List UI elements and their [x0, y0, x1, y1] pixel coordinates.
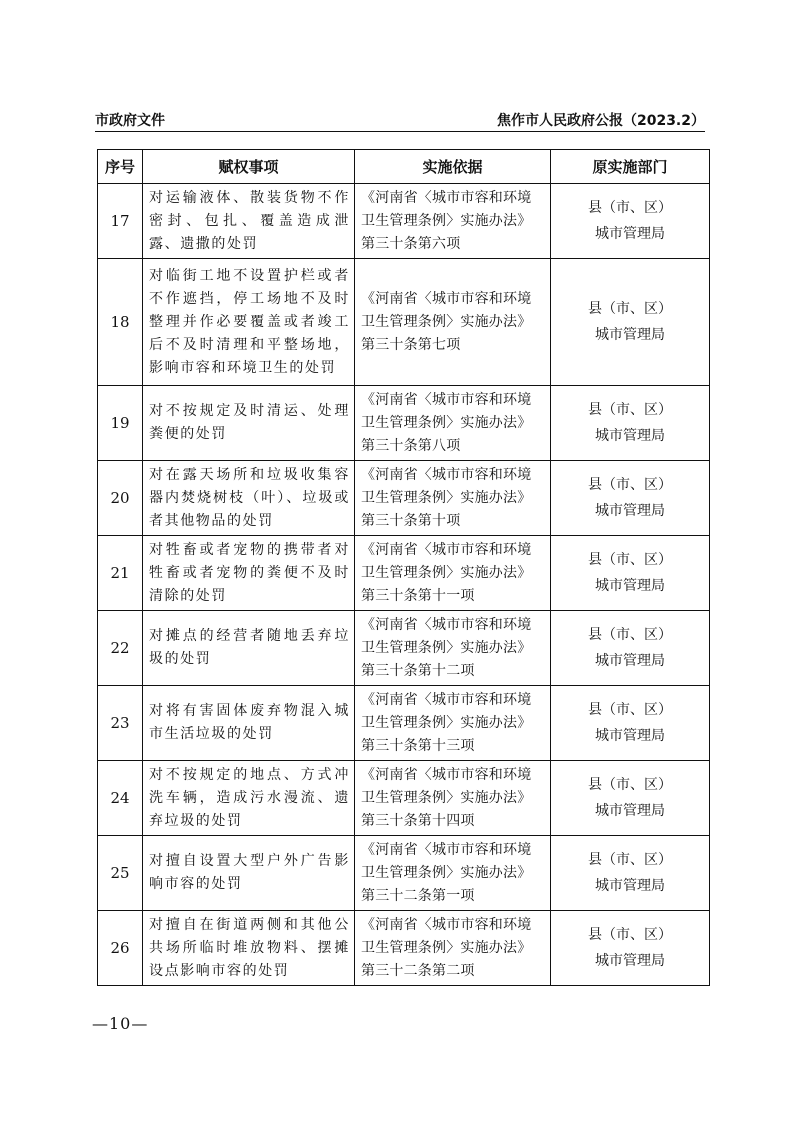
department-line: 县（市、区）	[588, 301, 672, 317]
original-department	[551, 536, 710, 611]
original-department	[551, 386, 710, 461]
original-department	[551, 461, 710, 536]
department-line: 县（市、区）	[588, 927, 672, 943]
row-number: 26	[98, 911, 143, 986]
row-number: 24	[98, 761, 143, 836]
original-department	[551, 611, 710, 686]
column-header-number: 序号	[98, 150, 143, 184]
legal-basis-line: 《河南省〈城市市容和环境	[361, 466, 532, 483]
legal-basis-line: 卫生管理条例〉实施办法》	[361, 564, 532, 581]
original-department	[551, 836, 710, 911]
legal-basis	[355, 386, 551, 461]
original-department	[551, 761, 710, 836]
legal-basis	[355, 184, 551, 259]
department-line: 城市管理局	[595, 653, 665, 669]
empowerment-item: 对不按规定的地点、方式冲洗车辆，造成污水漫流、遗弃垃圾的处罚	[143, 761, 355, 836]
department-line: 县（市、区）	[588, 852, 672, 868]
legal-basis	[355, 536, 551, 611]
legal-basis-line: 《河南省〈城市市容和环境	[361, 691, 532, 708]
legal-basis-line: 第三十条第十二项	[361, 662, 475, 679]
running-header	[95, 106, 705, 130]
legal-basis-line: 《河南省〈城市市容和环境	[361, 290, 532, 307]
empowerment-item: 对运输液体、散装货物不作密封、包扎、覆盖造成泄露、遗撒的处罚	[143, 184, 355, 259]
legal-basis	[355, 836, 551, 911]
row-number: 23	[98, 686, 143, 761]
row-number: 18	[98, 259, 143, 386]
legal-basis-line: 卫生管理条例〉实施办法》	[361, 639, 532, 656]
empowerment-item: 对擅自设置大型户外广告影响市容的处罚	[143, 836, 355, 911]
department-line: 县（市、区）	[588, 200, 672, 216]
legal-basis-line: 卫生管理条例〉实施办法》	[361, 714, 532, 731]
table-row	[98, 386, 710, 461]
department-line: 城市管理局	[595, 503, 665, 519]
department-line: 城市管理局	[595, 728, 665, 744]
legal-basis-line: 第三十条第十项	[361, 512, 461, 529]
table-row	[98, 184, 710, 259]
header-section-title: 市政府文件	[95, 113, 165, 129]
original-department	[551, 259, 710, 386]
empowerment-item: 对临街工地不设置护栏或者不作遮挡，停工场地不及时整理并作必要覆盖或者竣工后不及时清理和平整场地，影响市容和环境卫生的处罚	[143, 259, 355, 386]
department-line: 城市管理局	[595, 428, 665, 444]
legal-basis-line: 卫生管理条例〉实施办法》	[361, 789, 532, 806]
empowerment-table	[97, 149, 710, 986]
legal-basis-line: 《河南省〈城市市容和环境	[361, 766, 532, 783]
department-line: 城市管理局	[595, 953, 665, 969]
column-header-basis: 实施依据	[355, 150, 551, 184]
legal-basis	[355, 461, 551, 536]
row-number: 19	[98, 386, 143, 461]
department-line: 县（市、区）	[588, 777, 672, 793]
legal-basis-line: 卫生管理条例〉实施办法》	[361, 489, 532, 506]
empowerment-item: 对擅自在街道两侧和其他公共场所临时堆放物料、摆摊设点影响市容的处罚	[143, 911, 355, 986]
legal-basis-line: 《河南省〈城市市容和环境	[361, 391, 532, 408]
column-header-department: 原实施部门	[551, 150, 710, 184]
legal-basis-line: 第三十条第六项	[361, 235, 461, 252]
table-row	[98, 761, 710, 836]
row-number: 21	[98, 536, 143, 611]
department-line: 县（市、区）	[588, 552, 672, 568]
legal-basis-line: 第三十条第十一项	[361, 587, 475, 604]
legal-basis-line: 《河南省〈城市市容和环境	[361, 541, 532, 558]
empowerment-item: 对不按规定及时清运、处理粪便的处罚	[143, 386, 355, 461]
table-row	[98, 686, 710, 761]
original-department	[551, 184, 710, 259]
legal-basis	[355, 686, 551, 761]
row-number: 20	[98, 461, 143, 536]
empowerment-item: 对牲畜或者宠物的携带者对牲畜或者宠物的粪便不及时清除的处罚	[143, 536, 355, 611]
legal-basis	[355, 911, 551, 986]
department-line: 城市管理局	[595, 803, 665, 819]
legal-basis-line: 《河南省〈城市市容和环境	[361, 841, 532, 858]
legal-basis-line: 第三十条第十三项	[361, 737, 475, 754]
original-department	[551, 911, 710, 986]
department-line: 城市管理局	[595, 226, 665, 242]
empowerment-item: 对摊点的经营者随地丢弃垃圾的处罚	[143, 611, 355, 686]
table-row	[98, 461, 710, 536]
table-row	[98, 911, 710, 986]
column-header-item: 赋权事项	[143, 150, 355, 184]
department-line: 城市管理局	[595, 327, 665, 343]
legal-basis-line: 第三十二条第二项	[361, 962, 475, 979]
legal-basis-line: 《河南省〈城市市容和环境	[361, 916, 532, 933]
table-row	[98, 836, 710, 911]
legal-basis-line: 第三十二条第一项	[361, 887, 475, 904]
legal-basis-line: 卫生管理条例〉实施办法》	[361, 864, 532, 881]
legal-basis-line: 卫生管理条例〉实施办法》	[361, 212, 532, 229]
row-number: 22	[98, 611, 143, 686]
legal-basis-line: 卫生管理条例〉实施办法》	[361, 414, 532, 431]
header-publication-title: 焦作市人民政府公报（2023.2）	[496, 113, 705, 129]
empowerment-item: 对将有害固体废弃物混入城市生活垃圾的处罚	[143, 686, 355, 761]
empowerment-item: 对在露天场所和垃圾收集容器内焚烧树枝（叶）、垃圾或者其他物品的处罚	[143, 461, 355, 536]
legal-basis	[355, 259, 551, 386]
department-line: 城市管理局	[595, 578, 665, 594]
legal-basis-line: 《河南省〈城市市容和环境	[361, 189, 532, 206]
department-line: 县（市、区）	[588, 702, 672, 718]
legal-basis-line: 第三十条第十四项	[361, 812, 475, 829]
table-row	[98, 536, 710, 611]
legal-basis	[355, 761, 551, 836]
legal-basis-line: 卫生管理条例〉实施办法》	[361, 313, 532, 330]
row-number: 17	[98, 184, 143, 259]
department-line: 县（市、区）	[588, 627, 672, 643]
header-divider	[95, 131, 705, 132]
legal-basis	[355, 611, 551, 686]
original-department	[551, 686, 710, 761]
legal-basis-line: 卫生管理条例〉实施办法》	[361, 939, 532, 956]
legal-basis-line: 第三十条第七项	[361, 336, 461, 353]
legal-basis-line: 第三十条第八项	[361, 437, 461, 454]
table-header-row	[98, 150, 710, 184]
department-line: 县（市、区）	[588, 402, 672, 418]
table-row	[98, 611, 710, 686]
department-line: 城市管理局	[595, 878, 665, 894]
page-number: —10—	[92, 1014, 149, 1033]
legal-basis-line: 《河南省〈城市市容和环境	[361, 616, 532, 633]
department-line: 县（市、区）	[588, 477, 672, 493]
table-row	[98, 259, 710, 386]
row-number: 25	[98, 836, 143, 911]
